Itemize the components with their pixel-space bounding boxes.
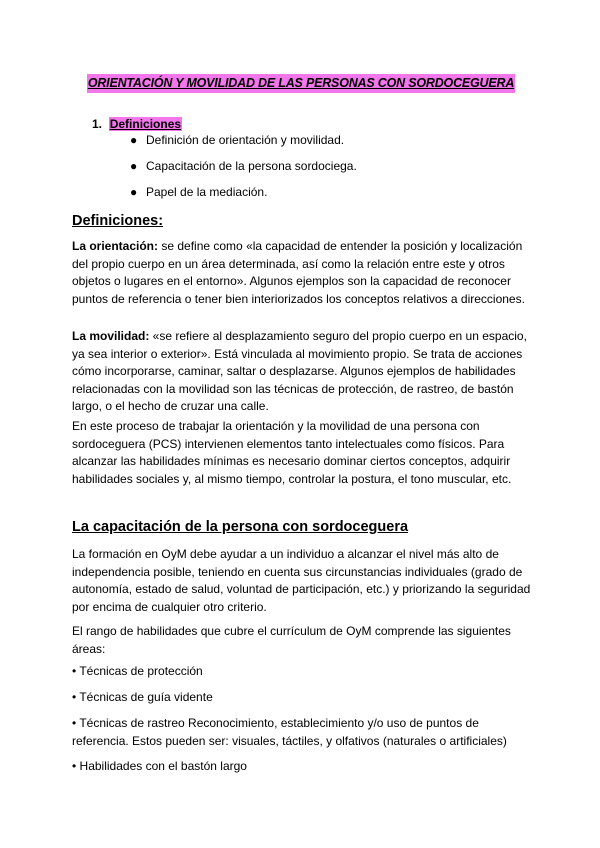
list-item: • Técnicas de protección bbox=[72, 664, 203, 678]
toc-item: ● Papel de la mediación. bbox=[130, 185, 268, 199]
bullet-icon: ● bbox=[130, 133, 138, 147]
paragraph-proceso: En este proceso de trabajar la orientación y la movilidad de una persona con sordoceguera (PCS) intervienen elementos tanto intelectuales como físicos. Para alcanzar las habilidades mínimas es necesario dominar ciertos conceptos, adquirir habilidades sociales y, al mismo tiempo, controlar la postura, el tono muscular, etc. bbox=[72, 419, 512, 486]
bullet-icon: ● bbox=[130, 159, 138, 173]
list-item: • Técnicas de rastreo Reconocimiento, establecimiento y/o uso de puntos de referencia. Estos pueden ser: visuales, táctiles, y olfativos (naturales o artificiales) bbox=[72, 716, 507, 748]
toc-heading-text: Definiciones bbox=[109, 117, 182, 131]
toc-number: 1. bbox=[92, 117, 103, 131]
list-item: • Habilidades con el bastón largo bbox=[72, 759, 247, 773]
paragraph-movilidad bbox=[72, 328, 534, 416]
movilidad-text: «se refiere al desplazamiento seguro del propio cuerpo en un espacio, ya sea interior o exterior». Está vinculada al movimiento propio. Se trata de acciones cómo incorporarse, caminar, saltar o desplazarse. Algunos ejemplos de habilidades relacionadas con la movilidad son las técnicas de protección, de rastreo, de bastón largo, o el hecho de cruzar una calle. bbox=[72, 329, 527, 414]
section-heading-definiciones: Definiciones: bbox=[72, 213, 164, 229]
toc-heading bbox=[92, 117, 182, 132]
orientacion-text: se define como «la capacidad de entender la posición y localización del propio cuerpo en un área determinada, así como la relación entre este y otros objetos o lugares en el entorno». Algunos ejemplos son la capacidad de reconocer puntos de referencia o tener bien interiorizados los conceptos relativos a direcciones. bbox=[72, 239, 525, 306]
paragraph-formacion: La formación en OyM debe ayudar a un individuo a alcanzar el nivel más alto de independencia posible, teniendo en cuenta sus circunstancias individuales (grado de autonomía, estado de salud, voluntad de participación, etc.) y priorizando la seguridad por encima de cualquier otro criterio. bbox=[72, 547, 531, 614]
list-item: • Técnicas de guía vidente bbox=[72, 690, 213, 704]
paragraph-orientacion bbox=[72, 238, 534, 308]
document-title: ORIENTACIÓN Y MOVILIDAD DE LAS PERSONAS CON SORDOCEGUERA bbox=[87, 74, 515, 93]
paragraph-rango: El rango de habilidades que cubre el currículum de OyM comprende las siguientes áreas: bbox=[72, 624, 511, 656]
toc-item: ● Definición de orientación y movilidad. bbox=[130, 133, 345, 147]
bullet-icon: ● bbox=[130, 185, 138, 199]
orientacion-label: La orientación: bbox=[72, 239, 159, 253]
toc-item: ● Capacitación de la persona sordociega. bbox=[130, 159, 357, 173]
section-heading-capacitacion: La capacitación de la persona con sordoceguera bbox=[72, 519, 409, 535]
movilidad-label: La movilidad: bbox=[72, 329, 150, 343]
